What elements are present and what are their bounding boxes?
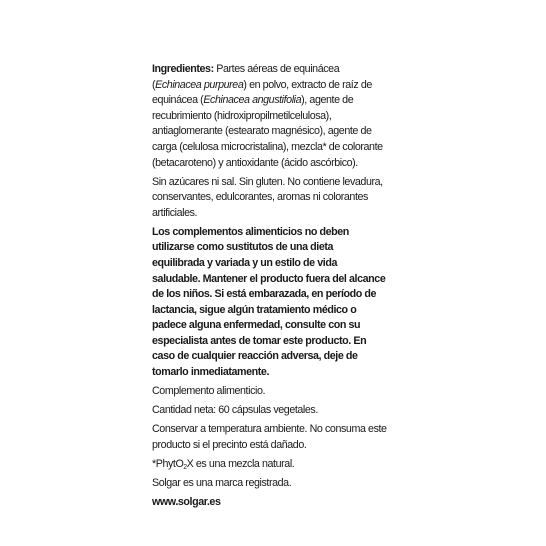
trademark-notice: Solgar es una marca registrada. xyxy=(152,476,292,489)
category-statement: Complemento alimenticio. xyxy=(152,385,266,398)
phytox-note-subscript: 2 xyxy=(183,463,187,471)
warning-paragraph: Los complementos alimenticios no deben utilizarse como sustitutos de una dieta equilibrada y variada y un estilo de vida saludable. Mantener el producto fuera del alcance de los niños. Si está embarazada, en período de lactancia, sigue algún tratamiento médico o padece alguna enfermedad, consulte con su especialista antes de tomar este producto. En caso de cualquier reacción adversa, deje de tomarlo inmediatamente. xyxy=(152,225,386,379)
ingredients-paragraph xyxy=(152,62,387,171)
phytox-note-prefix: *PhytO xyxy=(152,457,184,470)
website-link[interactable]: www.solgar.es xyxy=(152,495,221,508)
ingredients-heading: Ingredientes: xyxy=(152,63,214,75)
phytox-note-suffix: X es una mezcla natural. xyxy=(186,457,295,470)
ingredients-text-part-3: ), agente de recubrimiento (hidroxipropilmetilcelulosa), antiaglomerante (estearato magnésico), agente de carga (celulosa microcristalina), mezcla* de colorante (betacaroteno) y antioxidante (ácido ascórbico). xyxy=(152,94,383,169)
net-quantity: Cantidad neta: 60 cápsulas vegetales. xyxy=(152,404,318,417)
latin-name-angustifolia: Echinacea angustifolia xyxy=(203,94,302,107)
product-label-text xyxy=(152,62,387,510)
free-from-statement: Sin azúcares ni sal. Sin gluten. No contiene levadura, conservantes, edulcorantes, aromas ni colorantes artificiales. xyxy=(152,175,383,219)
phytox-note xyxy=(152,457,387,473)
ingredients-text-part-1: Partes aéreas de equinácea ( xyxy=(152,63,340,91)
storage-instructions: Conservar a temperatura ambiente. No consuma este producto si el precinto está dañado. xyxy=(152,423,387,451)
latin-name-purpurea: Echinacea purpurea xyxy=(155,78,244,91)
ingredients-text-part-2: ) en polvo, extracto de raíz de equinácea ( xyxy=(152,78,372,107)
